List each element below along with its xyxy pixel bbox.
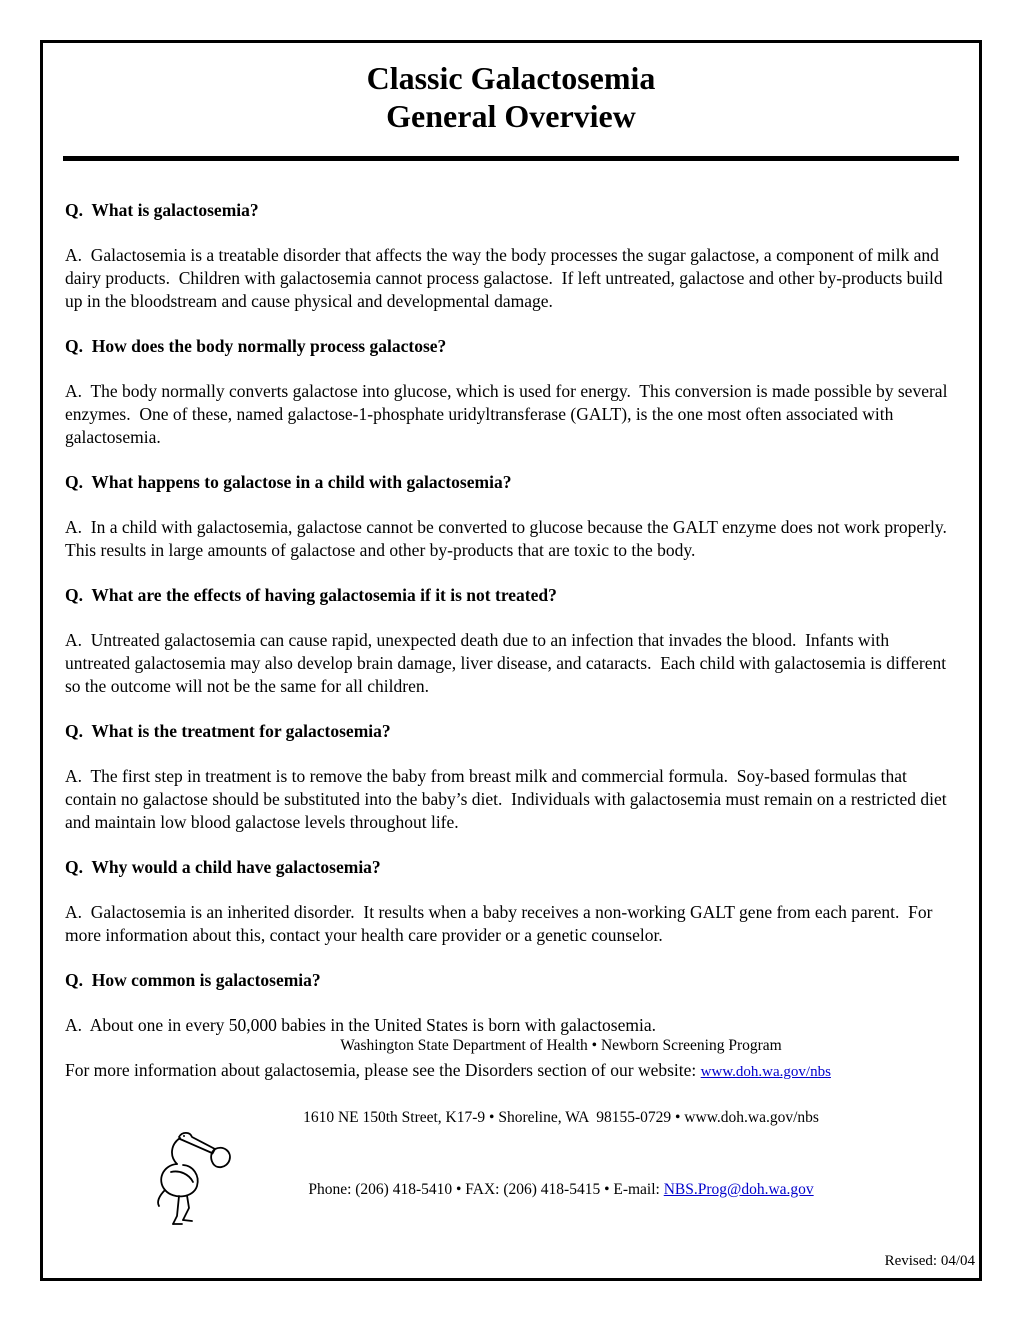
more-info-text: For more information about galactosemia, please see the Disorders section of our website: [65, 1060, 701, 1081]
qa-item [65, 720, 957, 834]
title-divider-rule [63, 156, 959, 161]
qa-question: Q. What are the effects of having galactosemia if it is not treated? [65, 585, 557, 606]
email-link[interactable]: NBS.Prog@doh.wa.gov [663, 1181, 814, 1198]
qa-answer: A. The first step in treatment is to remove the baby from breast milk and commercial formula. Soy-based formulas that contain no galactose should be substituted into the baby’s diet. Individuals with galactosemia must remain on a restricted diet and maintain low blood galactose levels throughout life. [65, 766, 951, 833]
qa-question: Q. What happens to galactose in a child with galactosemia? [65, 472, 512, 493]
revised-date-label: Revised: 04/04 [884, 1253, 975, 1269]
qa-answer: A. Untreated galactosemia can cause rapid, unexpected death due to an infection that invades the blood. Infants with untreated galactosemia may also develop brain damage, liver disease, and cataracts. Each child with galactosemia is different so the outcome will not be the same for all children. [65, 630, 951, 697]
qa-item [65, 584, 957, 698]
footer-contact-prefix: Phone: (206) 418-5410 • FAX: (206) 418-5415 • E-mail: [308, 1181, 664, 1198]
qa-answer: A. Galactosemia is a treatable disorder that affects the way the body processes the sugar galactose, a component of milk and dairy products. Children with galactosemia cannot process galactose. If left untreated, galactose and other by-products build up in the bloodstream and cause physical and developmental damage. [65, 245, 948, 312]
qa-item [65, 199, 957, 313]
qa-question: Q. What is the treatment for galactosemia? [65, 721, 391, 742]
qa-content [63, 199, 959, 1084]
qa-answer: A. In a child with galactosemia, galactose cannot be converted to glucose because the GALT enzyme does not work properly. This results in large amounts of galactose and other by-products that are toxic to the body. [65, 517, 956, 561]
qa-question: Q. Why would a child have galactosemia? [65, 857, 381, 878]
page-border-frame [40, 40, 982, 1281]
title-line-2: General Overview [386, 98, 636, 134]
qa-answer: A. The body normally converts galactose into glucose, which is used for energy. This conversion is made possible by several enzymes. One of these, named galactose-1-phosphate uridyltransferase (GALT), is the one most often associated with galactosemia. [65, 381, 952, 448]
stork-icon [149, 1128, 239, 1228]
footer-org-line: Washington State Department of Health • Newborn Screening Program [340, 1037, 782, 1054]
qa-question: Q. What is galactosemia? [65, 200, 259, 221]
qa-question: Q. How common is galactosemia? [65, 970, 321, 991]
qa-item [65, 856, 957, 947]
page-footer [43, 986, 979, 1270]
qa-item [65, 335, 957, 449]
qa-answer: A. About one in every 50,000 babies in the United States is born with galactosemia. [65, 1015, 657, 1036]
qa-item [65, 471, 957, 562]
qa-answer: A. Galactosemia is an inherited disorder. It results when a baby receives a non-working GALT gene from each parent. For more information about this, contact your health care provider or a genetic counselor. [65, 902, 937, 946]
footer-contact-line [143, 1178, 979, 1202]
website-link[interactable]: www.doh.wa.gov/nbs [700, 1064, 831, 1081]
title-line-1: Classic Galactosemia [366, 60, 656, 96]
page-title [63, 59, 959, 135]
qa-question: Q. How does the body normally process galactose? [65, 336, 447, 357]
footer-address-line: 1610 NE 150th Street, K17-9 • Shoreline, WA 98155-0729 • www.doh.wa.gov/nbs [303, 1109, 819, 1126]
